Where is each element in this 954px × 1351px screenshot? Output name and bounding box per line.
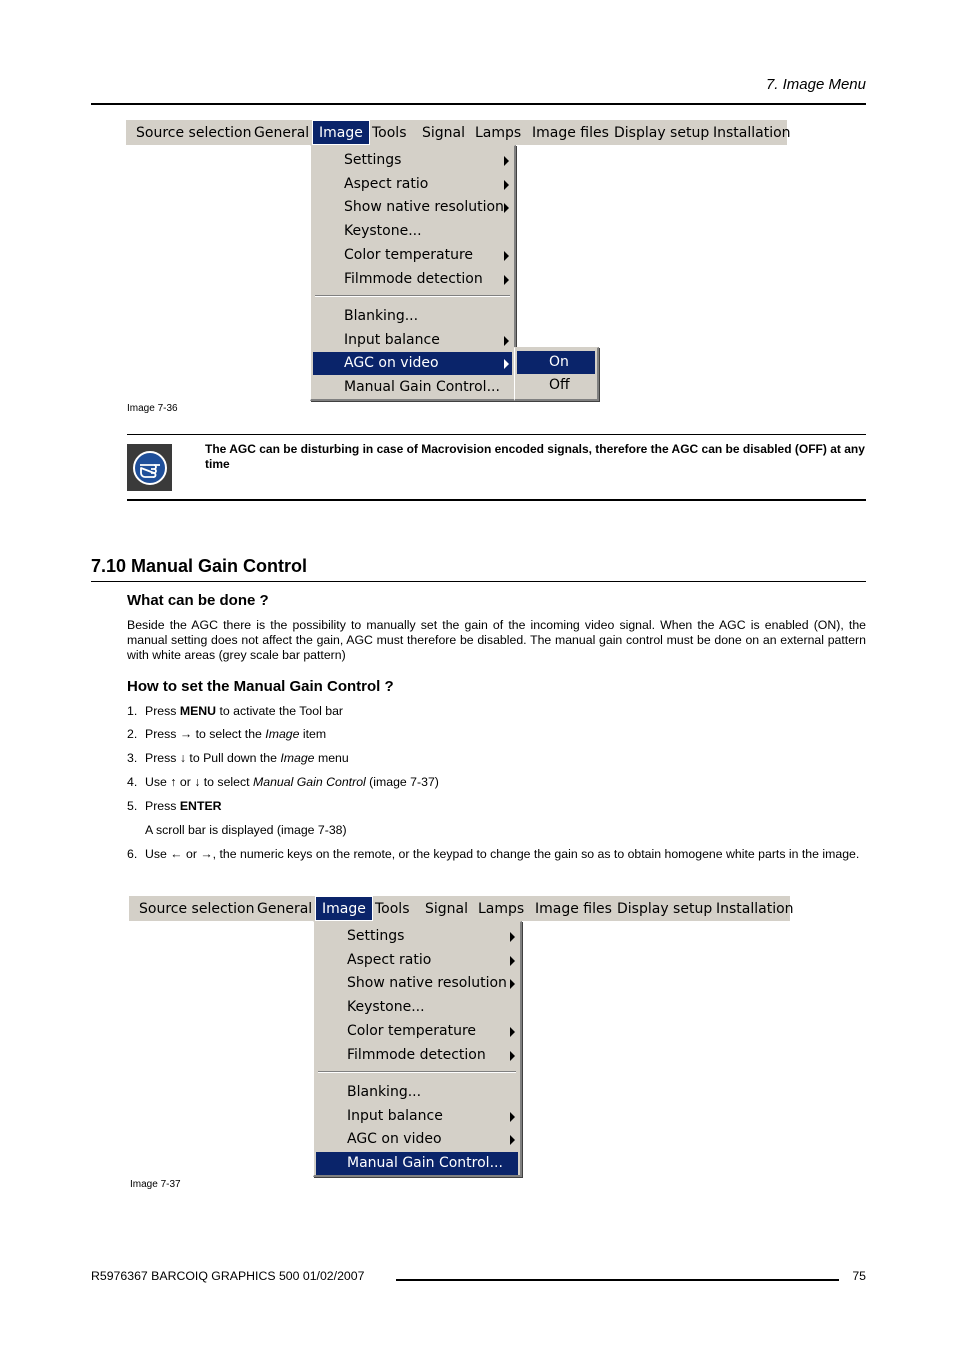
- menu-general[interactable]: General: [254, 125, 310, 141]
- image-dropdown-figure-2: [313, 921, 522, 1177]
- menu-item-aspect-ratio[interactable]: Aspect ratio: [313, 173, 512, 196]
- page-number: 75: [852, 1269, 866, 1283]
- step-2: 2. Press → to select the Image item: [127, 727, 327, 741]
- step-4: 4. Use ↑ or ↓ to select Manual Gain Control (image 7-37): [127, 775, 439, 789]
- step-5: 5. Press ENTER: [127, 799, 222, 813]
- submenu-arrow-icon: [510, 1051, 515, 1061]
- menu-item-color-temperature[interactable]: Color temperature: [313, 244, 512, 267]
- menu-item-blanking[interactable]: Blanking...: [347, 1084, 422, 1100]
- menu-item-show-native-resolution[interactable]: Show native resolution: [313, 196, 512, 219]
- note-top-rule: [127, 434, 866, 435]
- image-dropdown-figure-1: [310, 145, 516, 401]
- menu-item-show-native-resolution[interactable]: Show native resolution: [316, 972, 518, 995]
- running-header: 7. Image Menu: [765, 76, 866, 93]
- submenu-arrow-icon: [510, 932, 515, 942]
- note-bottom-rule: [127, 499, 866, 501]
- menu-item-input-balance[interactable]: Input balance: [313, 329, 512, 352]
- menu-item-keystone[interactable]: Keystone...: [344, 223, 422, 239]
- menu-image[interactable]: Image: [315, 896, 373, 921]
- menu-item-manual-gain-control[interactable]: Manual Gain Control...: [316, 1152, 518, 1175]
- figure-caption-2: Image 7-37: [130, 1179, 181, 1190]
- figure-caption-1: Image 7-36: [127, 403, 178, 414]
- footer-rule: [396, 1279, 839, 1281]
- menu-source-selection[interactable]: Source selection: [139, 901, 255, 917]
- menu-item-settings[interactable]: Settings: [313, 149, 512, 172]
- step-3: 3. Press ↓ to Pull down the Image menu: [127, 751, 349, 765]
- menu-item-color-temperature[interactable]: Color temperature: [316, 1020, 518, 1043]
- menu-item-aspect-ratio[interactable]: Aspect ratio: [316, 949, 518, 972]
- what-can-be-done-heading: What can be done ?: [127, 592, 269, 609]
- submenu-arrow-icon: [510, 1135, 515, 1145]
- submenu-arrow-icon: [504, 275, 509, 285]
- menu-signal[interactable]: Signal: [422, 125, 466, 141]
- what-can-be-done-text: Beside the AGC there is the possibility to manually set the gain of the incoming video signal. When the AGC is enabled (ON), the manual setting does not affect the gain, AGC must therefore be disabled. The manual gain control must be done on an external pattern with white areas (grey scale bar pattern): [127, 618, 866, 662]
- menu-display-setup[interactable]: Display setup: [617, 901, 713, 917]
- menu-lamps[interactable]: Lamps: [475, 125, 522, 141]
- submenu-arrow-icon: [510, 956, 515, 966]
- header-rule: [91, 103, 866, 105]
- menu-item-manual-gain-control[interactable]: Manual Gain Control...: [344, 379, 500, 395]
- step-6: 6. Use ← or →, the numeric keys on the remote, or the keypad to change the gain so as to obtain homogene white parts in the image.: [127, 847, 860, 861]
- menu-item-agc-on-video[interactable]: AGC on video: [316, 1128, 518, 1151]
- submenu-arrow-icon: [504, 251, 509, 261]
- menu-display-setup[interactable]: Display setup: [614, 125, 710, 141]
- agc-option-off[interactable]: Off: [549, 377, 570, 393]
- menu-lamps[interactable]: Lamps: [478, 901, 525, 917]
- submenu-arrow-icon: [510, 979, 515, 989]
- submenu-arrow-icon: [504, 156, 509, 166]
- menu-source-selection[interactable]: Source selection: [136, 125, 252, 141]
- submenu-arrow-icon: [510, 1112, 515, 1122]
- menu-installation[interactable]: Installation: [713, 125, 791, 141]
- menu-bar-figure-1: [126, 120, 791, 145]
- agc-option-on[interactable]: On: [517, 351, 595, 374]
- menu-general[interactable]: General: [257, 901, 313, 917]
- section-rule: [91, 581, 866, 582]
- submenu-arrow-icon: [504, 359, 509, 369]
- submenu-arrow-icon: [504, 180, 509, 190]
- how-to-heading: How to set the Manual Gain Control ?: [127, 678, 394, 695]
- menu-bar-figure-2: [129, 896, 794, 921]
- menu-tools[interactable]: Tools: [372, 125, 407, 141]
- step-5-note: A scroll bar is displayed (image 7-38): [145, 823, 347, 837]
- menu-item-keystone[interactable]: Keystone...: [347, 999, 425, 1015]
- menu-tools[interactable]: Tools: [375, 901, 410, 917]
- footer-document-info: R5976367 BARCOIQ GRAPHICS 500 01/02/2007: [91, 1269, 365, 1283]
- submenu-arrow-icon: [504, 203, 509, 213]
- agc-submenu: [514, 347, 599, 401]
- submenu-arrow-icon: [504, 336, 509, 346]
- submenu-arrow-icon: [510, 1027, 515, 1037]
- pointing-hand-icon: [127, 444, 172, 491]
- menu-item-settings[interactable]: Settings: [316, 925, 518, 948]
- menu-image-files[interactable]: Image files: [532, 125, 609, 141]
- section-title: 7.10 Manual Gain Control: [91, 556, 308, 576]
- menu-item-filmmode-detection[interactable]: Filmmode detection: [313, 268, 512, 291]
- note-text: The AGC can be disturbing in case of Macrovision encoded signals, therefore the AGC can be disabled (OFF) at any time: [205, 442, 865, 471]
- menu-item-input-balance[interactable]: Input balance: [316, 1105, 518, 1128]
- menu-item-agc-on-video[interactable]: AGC on video: [313, 352, 512, 375]
- menu-signal[interactable]: Signal: [425, 901, 469, 917]
- menu-item-filmmode-detection[interactable]: Filmmode detection: [316, 1044, 518, 1067]
- menu-separator: [318, 1071, 516, 1073]
- menu-installation[interactable]: Installation: [716, 901, 794, 917]
- menu-image-files[interactable]: Image files: [535, 901, 612, 917]
- menu-image[interactable]: Image: [312, 120, 370, 145]
- menu-separator: [315, 295, 510, 297]
- step-1: 1. Press MENU to activate the Tool bar: [127, 704, 343, 718]
- menu-item-blanking[interactable]: Blanking...: [344, 308, 419, 324]
